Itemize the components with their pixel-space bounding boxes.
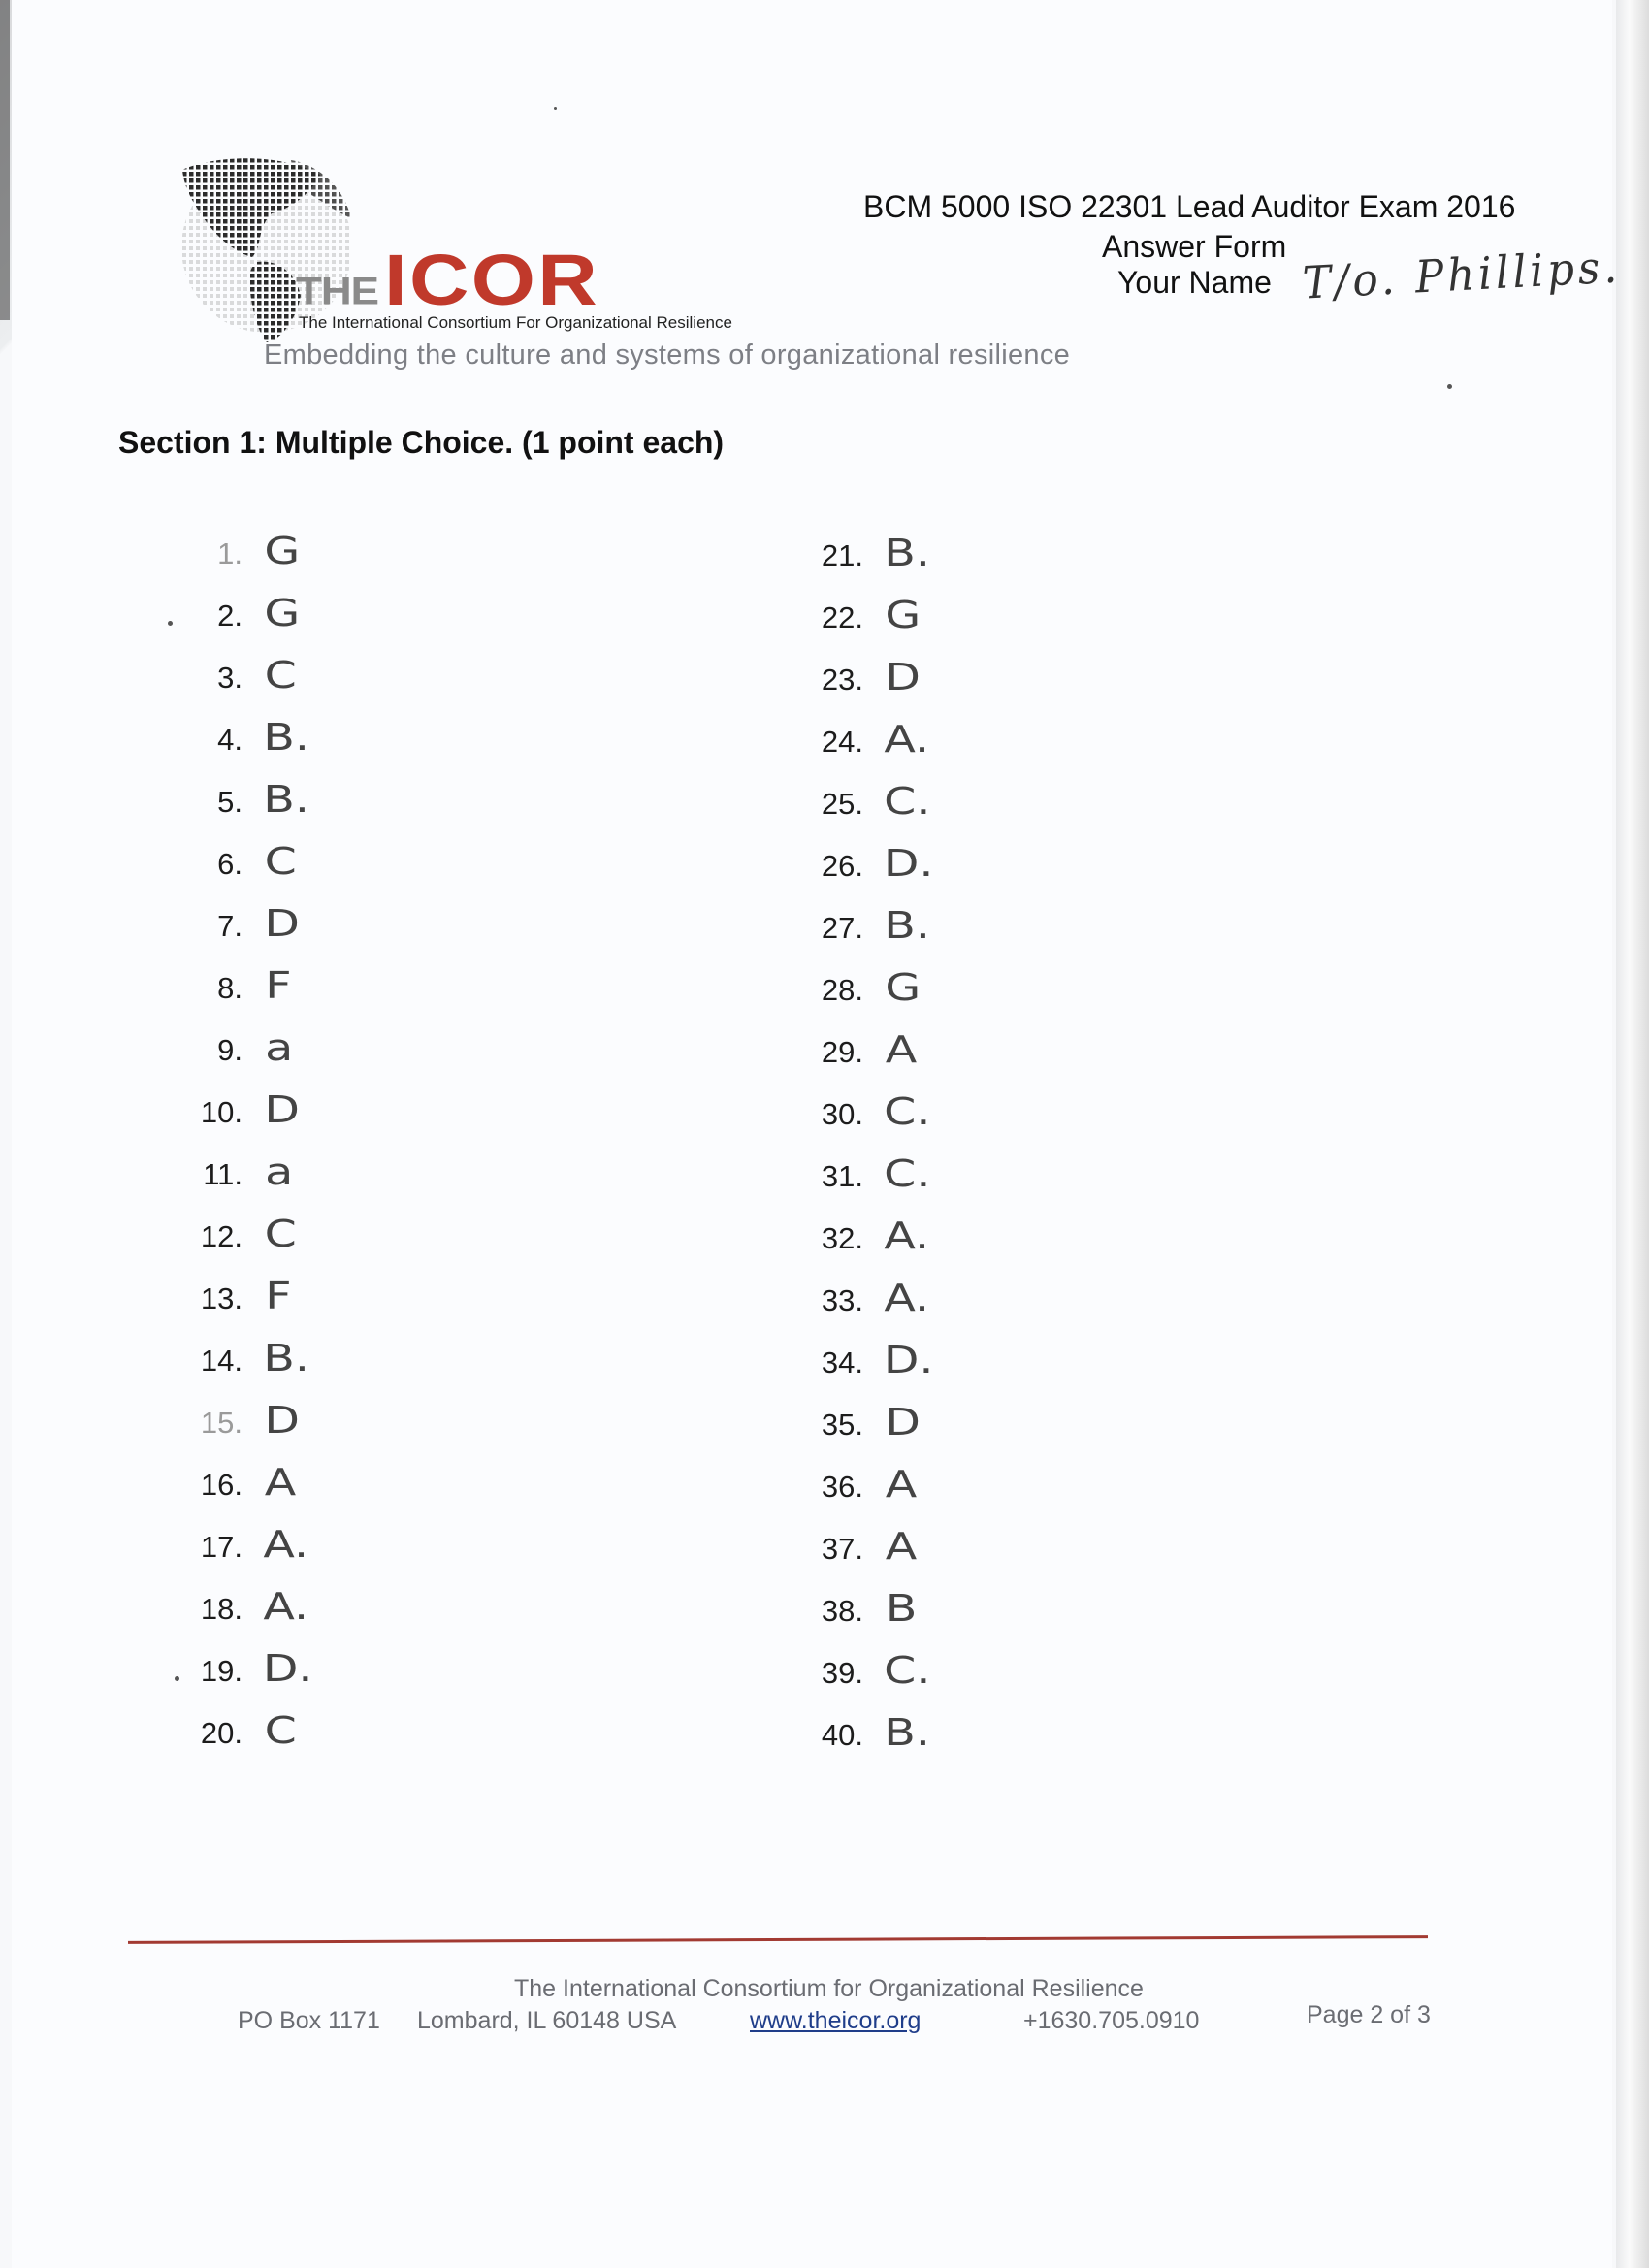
name-label: Your Name [1117,265,1272,300]
handwritten-answer: C. [884,1090,931,1133]
scan-speck [554,107,557,110]
answer-row [0,1277,930,1323]
scan-speck [168,621,173,626]
question-number: 30. [821,1097,863,1131]
handwritten-answer: D [264,1088,300,1131]
scan-speck [1447,384,1452,389]
handwritten-answer: G [885,966,922,1009]
handwritten-answer: B. [884,904,930,947]
handwritten-answer: A [264,1461,297,1504]
answer-row [0,1649,931,1696]
handwritten-answer: G [264,530,301,572]
answer-row [0,1711,930,1758]
footer-organization: The International Consortium for Organizational Resilience [514,1975,1144,2002]
answer-row [0,1028,918,1075]
question-number: 38. [821,1594,863,1628]
handwritten-answer: A [885,1028,918,1071]
question-number: 19. [200,1654,242,1688]
answer-row [0,1463,918,1509]
answer-row [0,842,934,889]
handwritten-answer: B [885,1587,918,1630]
answer-row [0,532,930,578]
question-number: 3. [217,661,242,695]
handwritten-answer: B. [884,1711,930,1754]
handwritten-answer: D [264,902,300,945]
question-number: 40. [821,1718,863,1752]
handwritten-answer: A [885,1463,918,1506]
handwritten-answer: B. [263,716,309,759]
question-number: 10. [200,1095,242,1129]
footer-phone: +1630.705.0910 [1023,2007,1200,2034]
question-number: 2. [217,599,242,632]
handwritten-answer: C. [884,1649,931,1692]
handwritten-answer: D [885,656,921,698]
answer-row [0,594,922,640]
handwritten-answer: a [265,1026,294,1069]
footer-page-number: Page 2 of 3 [1307,2001,1431,2028]
question-number: 33. [821,1283,863,1317]
question-number: 39. [821,1656,863,1690]
handwritten-answer: C [264,840,297,883]
question-number: 37. [821,1532,863,1566]
question-number: 6. [217,847,242,881]
question-number: 17. [200,1530,242,1564]
footer-address: Lombard, IL 60148 USA [417,2007,677,2034]
handwritten-answer: F [265,1275,292,1317]
question-number: 36. [821,1470,863,1504]
handwritten-answer: G [264,592,301,634]
question-number: 1. [217,536,242,570]
question-number: 12. [200,1219,242,1253]
question-number: 9. [217,1033,242,1067]
question-number: 21. [821,538,863,572]
answer-row [0,718,930,764]
handwritten-answer: F [265,964,292,1007]
section-heading: Section 1: Multiple Choice. (1 point each) [118,425,725,460]
handwritten-answer: A. [884,718,930,761]
handwritten-answer: A. [884,1277,930,1319]
name-field-handwritten: T/o. Phillips. [1301,240,1622,309]
question-number: 29. [821,1035,863,1069]
answer-row [0,1587,918,1634]
handwritten-answer: B. [263,1337,309,1379]
question-number: 27. [821,911,863,945]
logo-subtitle: The International Consortium For Organizational Resilience [299,313,732,332]
scan-edge-right [1616,0,1649,2268]
answer-row [0,1152,931,1199]
handwritten-answer: D. [262,1647,313,1690]
question-number: 28. [821,973,863,1007]
question-number: 7. [217,909,242,943]
handwritten-answer: C. [884,780,931,823]
answer-row [0,1401,921,1447]
question-number: 8. [217,971,242,1005]
question-number: 13. [200,1281,242,1315]
answer-row [0,966,922,1013]
handwritten-answer: C [264,654,297,697]
question-number: 5. [217,785,242,819]
handwritten-answer: A. [263,1585,309,1628]
answer-row [0,1525,918,1571]
question-number: 35. [821,1408,863,1442]
question-number: 26. [821,849,863,883]
handwritten-answer: A. [884,1215,930,1257]
handwritten-answer: B. [263,778,309,821]
footer-po-box: PO Box 1171 [238,2007,380,2034]
logo-wordmark [296,240,599,321]
answer-row [0,1339,934,1385]
handwritten-answer: D. [883,1339,934,1381]
question-number: 34. [821,1345,863,1379]
handwritten-answer: C [264,1213,297,1255]
handwritten-answer: a [265,1150,294,1193]
question-number: 24. [821,725,863,759]
scan-speck [175,1676,179,1681]
handwritten-answer: A [885,1525,918,1568]
question-number: 4. [217,723,242,757]
question-number: 23. [821,663,863,697]
handwritten-answer: C. [884,1152,931,1195]
form-label: Answer Form [1102,229,1287,264]
handwritten-answer: G [885,594,922,636]
icor-logo [175,150,757,344]
handwritten-answer: D. [883,842,934,885]
question-number: 14. [200,1344,242,1377]
footer-website-link[interactable]: www.theicor.org [750,2007,922,2034]
answer-row [0,656,921,702]
question-number: 22. [821,600,863,634]
answer-row [0,904,930,951]
question-number: 16. [200,1468,242,1502]
question-number: 25. [821,787,863,821]
question-number: 18. [200,1592,242,1626]
handwritten-answer: D [885,1401,921,1443]
scan-edge-left [0,0,10,320]
answer-row [0,1090,931,1137]
handwritten-answer: A. [263,1523,309,1566]
answer-row [0,1215,930,1261]
logo-icor-text: ICOR [384,240,599,321]
tagline: Embedding the culture and systems of organizational resilience [264,340,1071,371]
handwritten-answer: C [264,1709,297,1752]
question-number: 32. [821,1221,863,1255]
logo-the-text: THE [296,270,378,313]
question-number: 31. [821,1159,863,1193]
question-number: 15. [200,1406,242,1440]
answer-row [0,780,931,826]
handwritten-answer: D [264,1399,300,1442]
exam-title: BCM 5000 ISO 22301 Lead Auditor Exam 2016 [863,189,1516,224]
question-number: 20. [200,1716,242,1750]
handwritten-answer: B. [884,532,930,574]
question-number: 11. [203,1157,242,1191]
